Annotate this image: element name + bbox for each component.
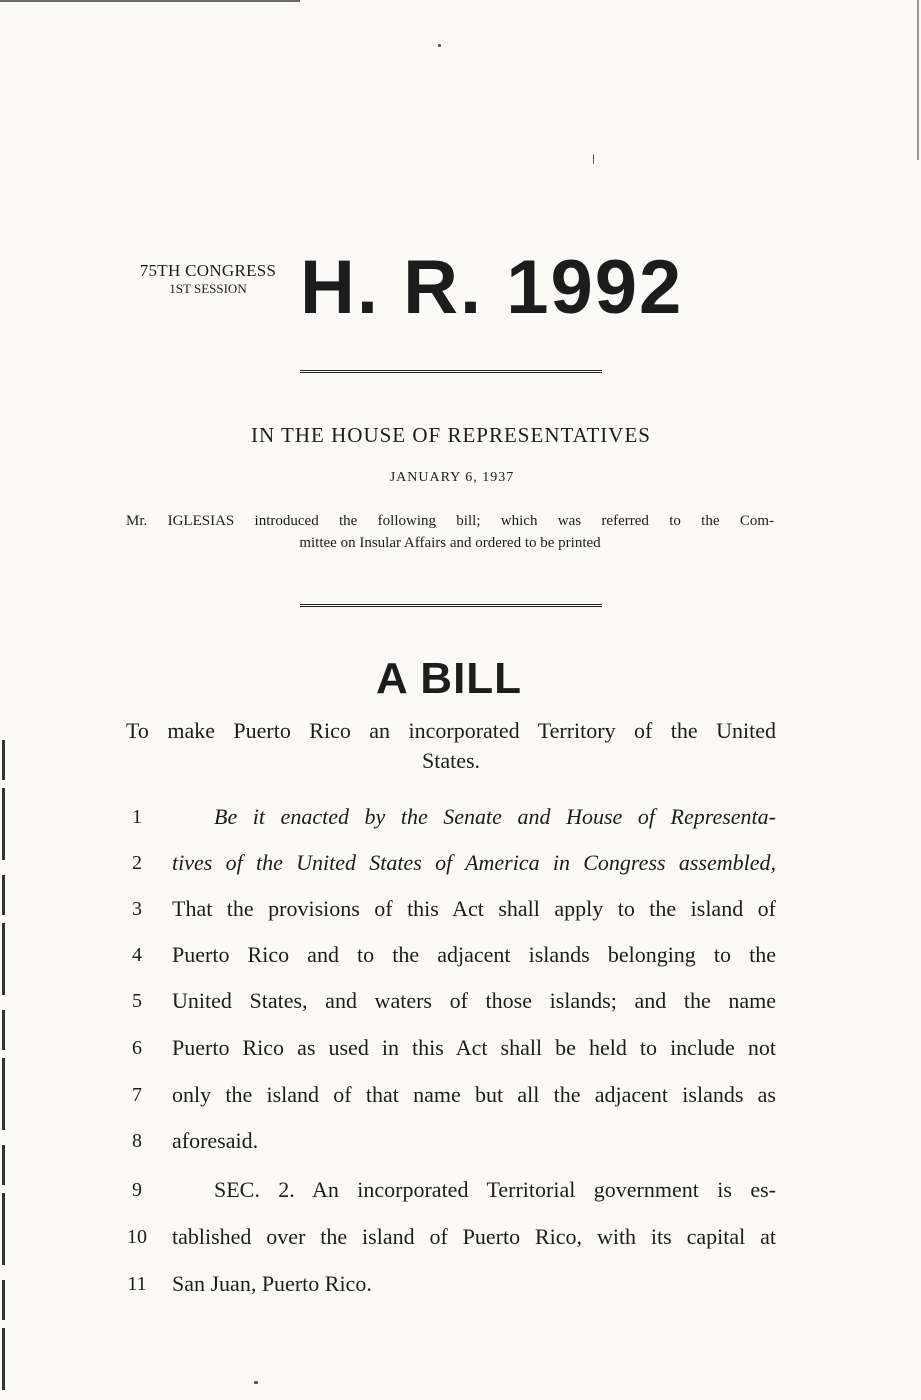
line-number: 10 bbox=[127, 1226, 147, 1248]
bill-line bbox=[0, 1031, 921, 1065]
bill-number: H. R. 1992 bbox=[300, 245, 684, 330]
session-label: 1ST SESSION bbox=[169, 281, 247, 296]
line-number: 2 bbox=[132, 852, 142, 874]
line-text: Puerto Rico and to the adjacent islands belonging to the bbox=[172, 942, 776, 967]
line-number: 11 bbox=[127, 1273, 147, 1295]
line-number: 8 bbox=[132, 1130, 142, 1152]
line-number: 5 bbox=[132, 990, 142, 1012]
line-number: 9 bbox=[132, 1179, 142, 1201]
introduction-line: mittee on Insular Affairs and ordered to be printed bbox=[299, 535, 601, 551]
line-text: SEC. 2. An incorporated Territorial government is es- bbox=[214, 1177, 776, 1202]
line-text: tablished over the island of Puerto Rico, with its capital at bbox=[172, 1224, 776, 1249]
purpose-line: States. bbox=[421, 748, 481, 773]
line-number: 3 bbox=[132, 898, 142, 920]
line-text: Be it enacted by the Senate and House of Representa- bbox=[214, 804, 776, 829]
bill-line bbox=[0, 938, 921, 972]
line-text: That the provisions of this Act shall apply to the island of bbox=[172, 896, 776, 921]
bill-heading: A BILL bbox=[375, 654, 523, 703]
bill-line bbox=[0, 846, 921, 880]
line-text: Puerto Rico as used in this Act shall be held to include not bbox=[172, 1035, 776, 1060]
bill-line bbox=[0, 1124, 921, 1158]
introduction-date: JANUARY 6, 1937 bbox=[389, 470, 515, 485]
line-number: 7 bbox=[132, 1084, 142, 1106]
line-number: 1 bbox=[132, 806, 142, 828]
bill-line bbox=[0, 1173, 921, 1207]
chamber-heading: IN THE HOUSE OF REPRESENTATIVES bbox=[251, 423, 651, 447]
bill-line bbox=[0, 1220, 921, 1254]
bill-line bbox=[0, 1078, 921, 1112]
line-text: only the island of that name but all the adjacent islands as bbox=[172, 1082, 776, 1107]
line-number: 6 bbox=[132, 1037, 142, 1059]
introduction-line: Mr. IGLESIAS introduced the following bill; which was referred to the Com- bbox=[126, 513, 774, 529]
bill-line bbox=[0, 892, 921, 926]
bill-line bbox=[0, 800, 921, 834]
congress-label: 75TH CONGRESS bbox=[139, 261, 277, 280]
bill-line bbox=[0, 1267, 921, 1301]
line-text: San Juan, Puerto Rico. bbox=[172, 1271, 372, 1296]
bill-line bbox=[0, 984, 921, 1018]
purpose-line: To make Puerto Rico an incorporated Territory of the United bbox=[126, 718, 776, 743]
line-text: United States, and waters of those islands; and the name bbox=[172, 988, 776, 1013]
line-text: tives of the United States of America in Congress assembled, bbox=[172, 850, 776, 875]
line-text: aforesaid. bbox=[172, 1128, 259, 1153]
line-number: 4 bbox=[132, 944, 142, 966]
